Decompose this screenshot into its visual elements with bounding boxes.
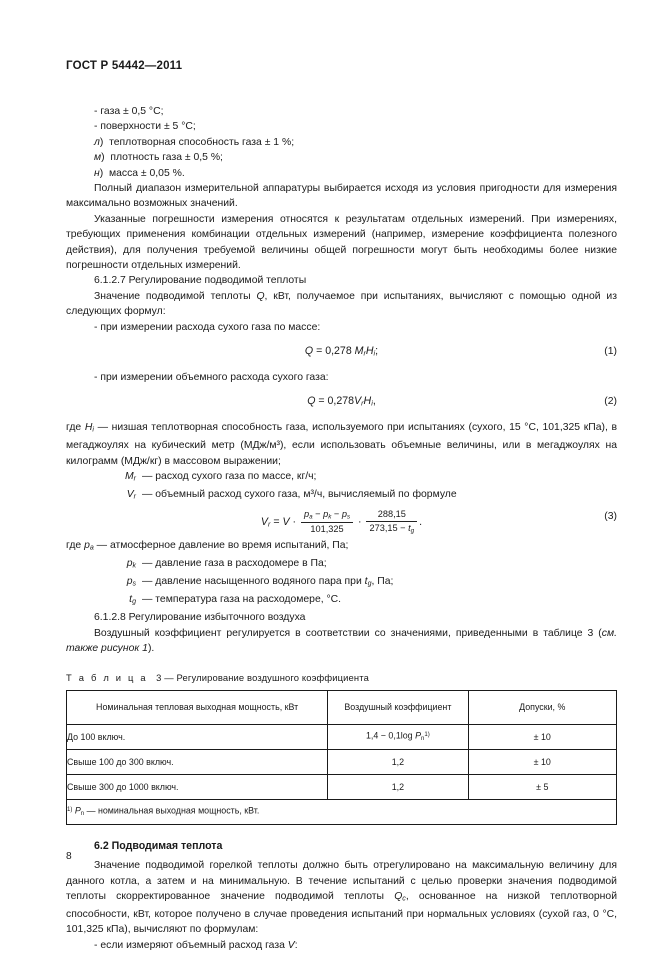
f3-lhs-sub: r	[268, 519, 271, 529]
s62-body-b: , основанное на низкой теплотворной способности, кВт, которое получено в случае проведения испытаний при нормальных условиях (сухой газ, 0 °С, 101,325 кПа), вычисляют по формулам:	[66, 890, 617, 936]
def-hi-symbol: H	[84, 422, 93, 434]
list-item-n-text: ) масса ± 0,05 %.	[99, 167, 185, 179]
column-header-power: Номинальная тепловая выходная мощность, кВт	[67, 690, 328, 724]
cell-tolerance-1: ± 10	[468, 724, 617, 749]
f2-v-sub: r	[361, 399, 364, 409]
def-pk-text: — давление газа в расходомере в Па;	[142, 558, 327, 570]
def-vr-symbol: V	[126, 489, 134, 501]
definition-tg	[66, 592, 617, 610]
f1-h: H	[365, 345, 374, 358]
def-vr-subscript: r	[133, 493, 136, 501]
f3-frac2-t-sub: g	[410, 527, 415, 535]
def-pa-symbol: p	[84, 540, 90, 552]
bullet-mass-flow: - при измерении расхода сухого газа по массе:	[94, 321, 321, 333]
paragraph-6-1-2-8-body	[66, 626, 617, 657]
table-header-row	[67, 690, 617, 724]
list-marker-m: м	[94, 152, 102, 164]
def-tg-symbol: t	[129, 594, 133, 606]
section-6-1-2-8-title: 6.1.2.8 Регулирование избыточного воздуха	[94, 612, 306, 624]
f3-frac2-den-a: 273,15 −	[369, 522, 409, 533]
cell-power-3: Свыше 300 до 1000 включ.	[67, 774, 328, 799]
formula-3-expression	[260, 509, 423, 535]
definition-mr	[66, 469, 617, 487]
f3-minus2: −	[331, 509, 342, 520]
cell-coefficient-3: 1,2	[328, 774, 468, 799]
definitions-block-2	[66, 538, 617, 610]
def-tg-subscript: g	[132, 598, 136, 606]
def-tg-text: — температура газа на расходомере, °С.	[142, 594, 342, 606]
bullet-volume-flow: - при измерении объемного расхода сухого газа:	[94, 372, 329, 384]
paragraph-6-2-body	[66, 858, 617, 938]
f2-h-sub: i	[371, 399, 373, 409]
equation-number-1: (1)	[604, 346, 617, 358]
section-6-2-title: 6.2 Подводимая теплота	[94, 839, 223, 852]
f3-frac2-numerator: 288,15	[366, 509, 417, 522]
def-ps-subscript: s	[132, 580, 136, 588]
f3-frac1-numerator	[301, 509, 353, 523]
f1-lhs: Q	[304, 345, 314, 358]
f2-lhs: Q	[307, 395, 316, 408]
cell-coefficient-1	[328, 724, 468, 749]
f1-m: M	[354, 345, 364, 358]
column-header-tolerance: Допуски, %	[468, 690, 617, 724]
f2-eq: = 0,278	[315, 395, 355, 408]
list-marker-l: л	[94, 136, 100, 148]
f3-dot1: ·	[289, 515, 299, 528]
f1-m-sub: r	[363, 348, 366, 358]
equation-number-3: (3)	[604, 511, 617, 523]
list-item-l-text: ) теплотворная способность газа ± 1 %;	[99, 136, 295, 148]
f3-frac1-denominator: 101,325	[310, 523, 344, 534]
def-pa-subscript: a	[89, 544, 94, 552]
table-air-coefficient	[66, 690, 617, 825]
def-mr-text: — расход сухого газа по массе, кг/ч;	[142, 471, 317, 483]
f1-h-sub: i	[373, 348, 376, 358]
f2-tail: ,	[372, 395, 376, 408]
where-keyword-2: где	[66, 540, 82, 552]
def-mr-symbol: M	[124, 471, 134, 483]
table-row	[67, 774, 617, 799]
bullet-volume-colon: :	[294, 939, 298, 951]
table-footnote	[67, 799, 617, 824]
page-number: 8	[66, 851, 72, 862]
s6128-body-text: Воздушный коэффициент регулируется в соответствии со значениями, приведенными в таблице 3 (	[94, 627, 602, 639]
f1-eq: = 0,278	[313, 345, 355, 358]
standard-header: ГОСТ Р 54442—2011	[66, 60, 183, 72]
f3-pa-sub: a	[309, 513, 313, 521]
coef-footnote-marker: 1)	[424, 731, 430, 738]
formula-1-expression	[305, 345, 378, 357]
def-pk-subscript: k	[132, 562, 136, 570]
s6128-tail: ).	[147, 642, 155, 654]
table-row	[67, 724, 617, 749]
f3-frac2-t: t	[408, 522, 411, 533]
def-ps-text-b: , Па;	[371, 576, 394, 588]
column-header-coefficient: Воздушный коэффициент	[328, 690, 468, 724]
list-item-m	[66, 150, 617, 165]
f3-ps: p	[341, 509, 347, 520]
f3-minus1: −	[312, 509, 324, 520]
f3-frac2-denominator	[366, 522, 417, 535]
s6128-figure-ref: см. также рисунок 1	[66, 627, 617, 654]
list-item-n	[66, 166, 617, 181]
def-mr-subscript: r	[133, 475, 136, 483]
footnote-text: — номинальная выходная мощность, кВт.	[86, 805, 260, 816]
list-item-m-text: ) плотность газа ± 0,5 %;	[101, 152, 223, 164]
cell-power-1: До 100 включ.	[67, 724, 328, 749]
definition-pk	[66, 556, 617, 574]
footnote-symbol-p: P	[74, 805, 81, 816]
paragraph-6-1-2-7-intro	[66, 289, 617, 320]
cell-tolerance-3: ± 5	[468, 774, 617, 799]
f3-fraction-2	[366, 509, 417, 534]
definition-pa	[66, 538, 617, 556]
f3-dot2: ·	[355, 515, 365, 528]
table-caption-label: Т а б л и ц а	[66, 672, 148, 684]
intro-text-b: , кВт, получаемое при испытаниях, вычисляют с помощью одной из следующих формул:	[66, 290, 617, 318]
def-ps-t-sub: g	[367, 580, 372, 588]
cell-power-2: Свыше 100 до 300 включ.	[67, 749, 328, 774]
footnote-subscript: n	[80, 810, 85, 817]
intro-text-a: Значение подводимой теплоты	[94, 290, 257, 302]
def-ps-symbol: p	[126, 576, 133, 588]
definitions-block-1	[66, 420, 617, 505]
f3-pa: p	[303, 509, 310, 520]
list-marker-n: н	[94, 167, 100, 179]
coef-subscript: n	[421, 735, 425, 742]
list-item-l	[66, 135, 617, 150]
table-caption-number: 3	[156, 672, 162, 684]
bullet-symbol-v: V	[287, 939, 295, 951]
cell-coefficient-2: 1,2	[328, 749, 468, 774]
footnote-marker: 1)	[67, 806, 73, 813]
f3-v: V	[282, 515, 290, 528]
f3-pk: p	[323, 509, 329, 520]
f3-lhs: V	[260, 515, 268, 528]
bullet-volume-measure	[66, 938, 617, 953]
formula-2	[66, 394, 617, 411]
def-ps-t: t	[364, 576, 368, 588]
coef-symbol-p: P	[415, 730, 421, 741]
table-footnote-row	[67, 799, 617, 824]
f2-h: H	[363, 395, 372, 408]
s62-symbol-q: Q	[394, 890, 403, 902]
f3-ps-sub: s	[346, 513, 351, 521]
coef-prefix: 1,4 − 0,1log	[365, 730, 416, 741]
definition-vr	[66, 487, 617, 505]
f3-tail: .	[419, 515, 423, 528]
definition-ps	[66, 574, 617, 592]
def-hi-text: — низшая теплотворная способность газа, используемого при испытаниях (сухого, 15 °С, 101,325 кПа), в мегаджоулях на кубический метр (МДж/м³), если использовать объемные величины, или в мегаджоулях на килограмм (МДж/кг) в массовом выражении;	[66, 422, 618, 467]
def-vr-text: — объемный расход сухого газа, м³/ч, вычисляемый по формуле	[142, 489, 457, 501]
def-hi-subscript: i	[92, 427, 94, 435]
symbol-q: Q	[256, 290, 265, 302]
list-item-surface-temp: - поверхности ± 5 °С;	[94, 121, 196, 133]
list-item-gas-temp: - газа ± 0,5 °С;	[94, 106, 164, 117]
table-3-caption	[66, 670, 617, 685]
f3-pk-sub: k	[328, 513, 332, 521]
definition-hi	[66, 420, 617, 469]
paragraph-accuracy-note: Указанные погрешности измерения относятся к результатам отдельных измерений. При измерениях, требующих применения комбинации отдельных измерений (например, измерение коэффициента полезного действия), для получения требуемой величины общей погрешности могут быть необходимы более низкие погрешности отдельных измерений.	[66, 213, 617, 272]
s62-symbol-q-sub: c	[402, 895, 406, 903]
formula-2-expression	[307, 395, 376, 407]
formula-1	[66, 344, 617, 361]
equation-number-2: (2)	[604, 396, 617, 408]
f2-v: V	[354, 395, 362, 408]
where-keyword-1: где	[66, 422, 82, 434]
f3-fraction-1	[301, 509, 353, 534]
def-pk-symbol: p	[126, 558, 133, 570]
section-6-1-2-7-title: 6.1.2.7 Регулирование подводимой теплоты	[94, 275, 307, 287]
bullet-volume-text: - если измеряют объемный расход газа	[94, 939, 288, 951]
f1-tail: ;	[375, 345, 379, 358]
table-caption-title: — Регулирование воздушного коэффициента	[164, 672, 369, 684]
page-content	[66, 104, 617, 953]
paragraph-full-range: Полный диапазон измерительной аппаратуры выбирается исходя из условия пригодности для измерения максимально возможных значений.	[66, 183, 617, 210]
cell-tolerance-2: ± 10	[468, 749, 617, 774]
formula-3	[66, 509, 617, 534]
s62-body-a: Значение подводимой горелкой теплоты должно быть отрегулировано на максимальную величину для данного котла, а затем и на минимальную. В течение испытаний с целью проверки значения подводимой теплоты скорректированное значение подводимой теплоты	[66, 860, 617, 902]
table-row	[67, 749, 617, 774]
def-ps-text-a: — давление насыщенного водяного пара при	[142, 576, 365, 588]
def-pa-text: — атмосферное давление во время испытаний, Па;	[96, 540, 349, 552]
f3-eq: =	[270, 515, 283, 528]
